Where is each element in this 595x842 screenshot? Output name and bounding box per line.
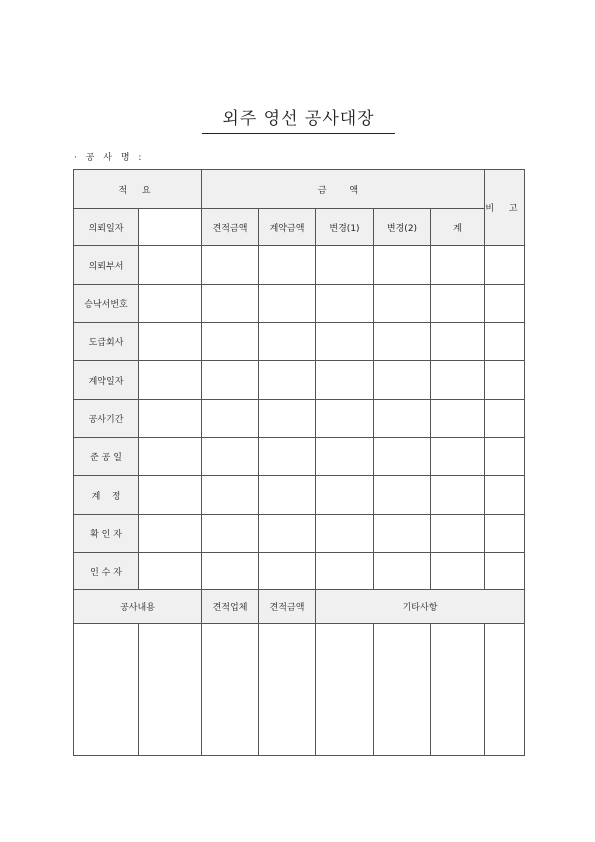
table-cell[interactable] — [431, 515, 485, 553]
row-label: 계약일자 — [74, 361, 139, 400]
quote-company-header: 견적업체 — [202, 590, 259, 624]
table-cell[interactable] — [139, 285, 202, 323]
row-label: 공사기간 — [74, 400, 139, 438]
amount-header: 금 액 — [202, 170, 485, 209]
table-cell[interactable] — [374, 624, 431, 756]
table-cell[interactable] — [374, 361, 431, 400]
table-cell[interactable] — [139, 361, 202, 400]
table-cell[interactable] — [431, 438, 485, 476]
table-cell[interactable] — [431, 285, 485, 323]
table-cell[interactable] — [139, 476, 202, 515]
table-cell[interactable] — [259, 438, 316, 476]
table-row — [74, 624, 525, 756]
table-cell[interactable] — [374, 515, 431, 553]
table-cell[interactable] — [431, 246, 485, 285]
table-cell[interactable] — [74, 624, 139, 756]
table-cell[interactable] — [202, 323, 259, 361]
table-cell[interactable] — [316, 438, 374, 476]
table-cell[interactable] — [259, 476, 316, 515]
table-cell[interactable] — [202, 515, 259, 553]
table-cell[interactable] — [431, 323, 485, 361]
table-cell[interactable] — [485, 553, 525, 590]
table-cell[interactable] — [139, 624, 202, 756]
row-label: 인 수 자 — [74, 553, 139, 590]
amount-col-contract: 계약금액 — [259, 209, 316, 246]
table-row — [74, 515, 525, 553]
table-cell[interactable] — [259, 624, 316, 756]
table-cell[interactable] — [485, 400, 525, 438]
table-cell[interactable] — [485, 361, 525, 400]
table-row — [74, 553, 525, 590]
table-cell[interactable] — [259, 323, 316, 361]
quote-amount-header: 견적금액 — [259, 590, 316, 624]
table-cell[interactable] — [139, 438, 202, 476]
table-cell[interactable] — [431, 476, 485, 515]
document-title: 외주 영선 공사대장 — [202, 104, 395, 134]
table-row — [74, 400, 525, 438]
table-cell[interactable] — [485, 624, 525, 756]
row-label: 계 정 — [74, 476, 139, 515]
work-content-header: 공사내용 — [74, 590, 202, 624]
table-cell[interactable] — [139, 515, 202, 553]
table-cell[interactable] — [316, 285, 374, 323]
table-cell[interactable] — [374, 285, 431, 323]
table-cell[interactable] — [202, 285, 259, 323]
table-cell[interactable] — [485, 323, 525, 361]
table-row — [74, 285, 525, 323]
table-cell[interactable] — [485, 438, 525, 476]
table-row — [74, 438, 525, 476]
table-cell[interactable] — [316, 246, 374, 285]
table-cell[interactable] — [374, 323, 431, 361]
table-cell[interactable] — [374, 400, 431, 438]
table-row — [74, 476, 525, 515]
table-row — [74, 323, 525, 361]
row-label: 승낙서번호 — [74, 285, 139, 323]
summary-header: 적 요 — [74, 170, 202, 209]
table-cell[interactable] — [485, 285, 525, 323]
row-label: 의뢰일자 — [74, 209, 139, 246]
table-cell[interactable] — [316, 476, 374, 515]
row-label: 의뢰부서 — [74, 246, 139, 285]
table-cell[interactable] — [259, 246, 316, 285]
table-cell[interactable] — [485, 515, 525, 553]
table-cell[interactable] — [202, 400, 259, 438]
table-row — [74, 361, 525, 400]
table-cell[interactable] — [139, 246, 202, 285]
row-label: 확 인 자 — [74, 515, 139, 553]
table-cell[interactable] — [259, 515, 316, 553]
table-cell[interactable] — [259, 285, 316, 323]
table-cell[interactable] — [316, 553, 374, 590]
table-cell[interactable] — [139, 553, 202, 590]
table-cell[interactable] — [316, 515, 374, 553]
table-cell[interactable] — [431, 361, 485, 400]
amount-col-quote: 견적금액 — [202, 209, 259, 246]
table-cell[interactable] — [431, 400, 485, 438]
other-notes-header: 기타사항 — [316, 590, 525, 624]
table-cell[interactable] — [316, 361, 374, 400]
ledger-table — [73, 169, 525, 756]
row-label: 준 공 일 — [74, 438, 139, 476]
table-cell[interactable] — [139, 400, 202, 438]
table-cell[interactable] — [316, 624, 374, 756]
row-label: 도급회사 — [74, 323, 139, 361]
table-cell[interactable] — [202, 624, 259, 756]
amount-col-total: 계 — [431, 209, 485, 246]
table-cell[interactable] — [374, 438, 431, 476]
table-cell[interactable] — [316, 400, 374, 438]
table-cell[interactable] — [202, 553, 259, 590]
table-cell[interactable] — [202, 361, 259, 400]
table-cell[interactable] — [485, 246, 525, 285]
amount-col-change1: 변경(1) — [316, 209, 374, 246]
table-cell[interactable] — [485, 476, 525, 515]
table-cell[interactable] — [202, 438, 259, 476]
table-cell[interactable] — [374, 246, 431, 285]
table-cell[interactable] — [259, 400, 316, 438]
table-cell[interactable] — [259, 553, 316, 590]
project-name-label: · 공 사 명 : — [74, 153, 145, 163]
table-cell[interactable] — [316, 323, 374, 361]
table-cell[interactable] — [431, 553, 485, 590]
table-row — [74, 246, 525, 285]
table-cell[interactable] — [374, 553, 431, 590]
table-cell[interactable] — [202, 476, 259, 515]
remarks-header: 비 고 — [485, 170, 525, 246]
table-cell[interactable] — [374, 476, 431, 515]
table-cell[interactable] — [431, 624, 485, 756]
table-cell[interactable] — [202, 246, 259, 285]
table-cell[interactable] — [139, 209, 202, 246]
amount-col-change2: 변경(2) — [374, 209, 431, 246]
table-cell[interactable] — [139, 323, 202, 361]
table-cell[interactable] — [259, 361, 316, 400]
